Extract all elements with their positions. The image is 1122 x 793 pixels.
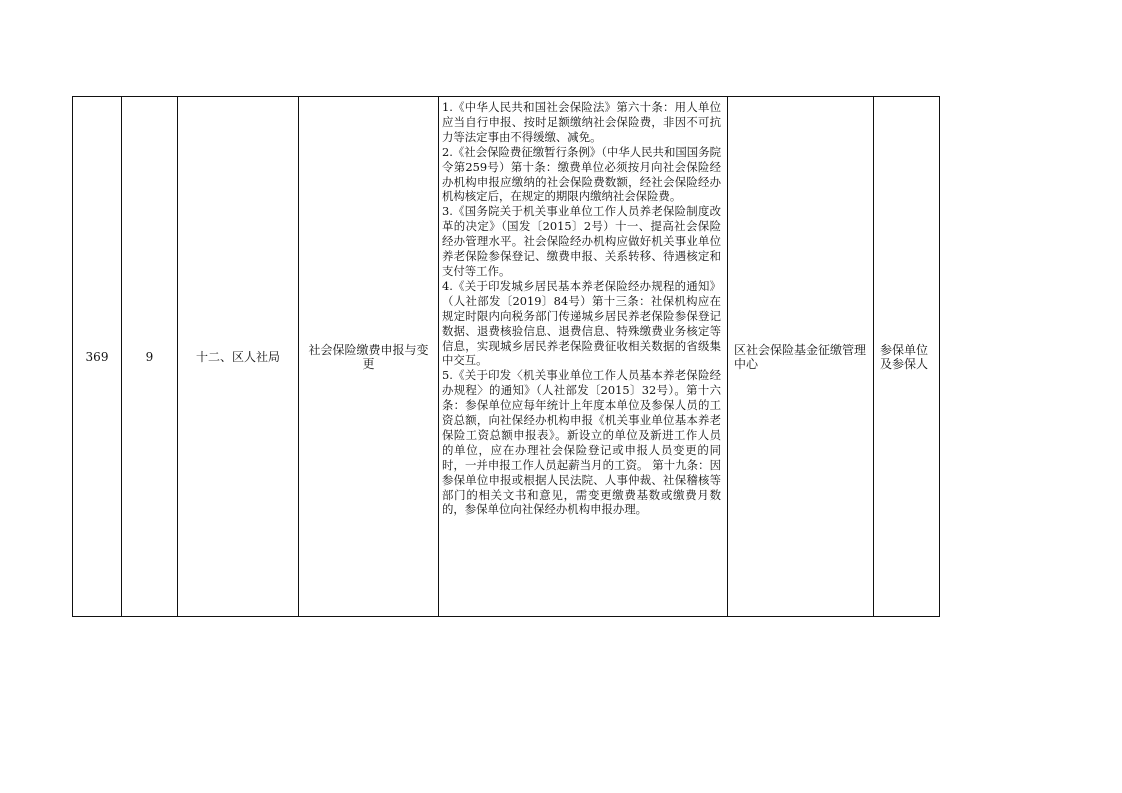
legal-basis-clause-2: 2.《社会保险费征缴暂行条例》（中华人民共和国国务院令第259号）第十条：缴费单位必须按月向社会保险经办机构申报应缴纳的社会保险费数额，经社会保险经办机构核定后，在规定的期限内缴纳社会保险费。 [442,144,721,204]
table-row [73,97,940,617]
item-name: 社会保险缴费申报与变更 [308,342,429,371]
service-target: 参保单位及参保人 [880,342,929,371]
service-target-cell [874,97,940,617]
item-name-cell [299,97,439,617]
seq-number: 369 [85,349,109,364]
department-cell [178,97,299,617]
legal-basis-cell [439,97,728,617]
legal-basis-clause-5: 5.《关于印发〈机关事业单位工作人员基本养老保险经办规程〉的通知》（人社部发〔2015〕32号）。第十六条：参保单位应每年统计上年度本单位及参保人员的工资总额，向社保经办机构申报《机关事业单位基本养老保险工资总额申报表》。新设立的单位及新进工作人员的单位，应在办理社会保险登记或申报人员变更的同时，一并申报工作人员起薪当月的工资。 第十九条：因参保单位申报或根据人民法院、人事仲裁、社保稽核等部门的相关文书和意见，需变更缴费基数或缴费月数的，参保单位向社保经办机构申报办理。 [442,368,721,517]
legal-basis-clause-4: 4.《关于印发城乡居民基本养老保险经办规程的通知》（人社部发〔2019〕84号）第十三条：社保机构应在规定时限内向税务部门传递城乡居民养老保险参保登记数据、退费核验信息、退费信息、特殊缴费业务核定等信息，实现城乡居民养老保险费征收相关数据的省级集中交互。 [442,278,721,368]
item-table [72,96,940,617]
sub-seq-number: 9 [145,349,154,364]
seq-cell [73,97,122,617]
legal-basis-clause-1: 1.《中华人民共和国社会保险法》第六十条：用人单位应当自行申报、按时足额缴纳社会保险费，非因不可抗力等法定事由不得缓缴、减免。 [442,100,721,144]
implementing-agency: 区社会保险基金征缴管理中心 [734,342,867,371]
sub-seq-cell [122,97,178,617]
department-name: 十二、区人社局 [195,349,280,364]
legal-basis-clause-3: 3.《国务院关于机关事业单位工作人员养老保险制度改革的决定》（国发〔2015〕2号）十一、提高社会保险经办管理水平。社会保险经办机构应做好机关事业单位养老保险参保登记、缴费申报、关系转移、待遇核定和支付等工作。 [442,204,721,278]
legal-basis-text [439,97,727,517]
implementing-agency-cell [728,97,874,617]
